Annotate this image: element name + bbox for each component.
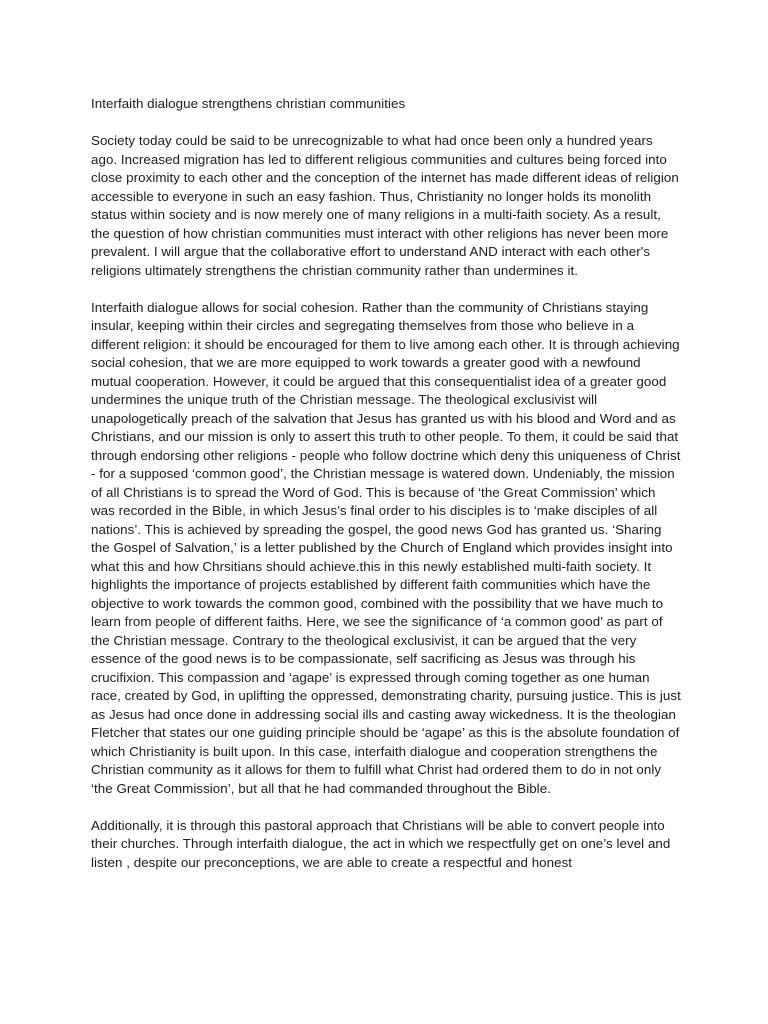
paragraph-intro: Society today could be said to be unrecognizable to what had once been only a hundred years ago. Increased migration has led to different religious communities and cultures being forced into close proximity to each other and the conception of the internet has made different ideas of religion accessible to everyone in such an easy fashion. Thus, Christianity no longer holds its monolith status within society and is now merely one of many religions in a multi-faith society. As a result, the question of how christian communities must interact with other religions has never been more prevalent. I will argue that the collaborative effort to understand AND interact with each other's religions ultimately strengthens the christian community rather than undermines it. (91, 133, 679, 278)
document-page (91, 95, 681, 891)
paragraph-social-cohesion: Interfaith dialogue allows for social cohesion. Rather than the community of Christians staying insular, keeping within their circles and segregating themselves from those who believe in a different religion: it should be encouraged for them to live among each other. It is through achieving social cohesion, that we are more equipped to work towards a greater good with a newfound mutual cooperation. However, it could be argued that this consequentialist idea of a greater good undermines the unique truth of the Christian message. The theological exclusivist will unapologetically preach of the salvation that Jesus has granted us with his blood and Word and as Christians, and our mission is only to assert this truth to other people. To them, it could be said that through endorsing other religions - people who follow doctrine which deny this uniqueness of Christ - for a supposed ‘common good’, the Christian message is watered down. Undeniably, the mission of all Christians is to spread the Word of God. This is because of ‘the Great Commission’ which was recorded in the Bible, in which Jesus’s final order to his disciples is to ‘make disciples of all nations’. This is achieved by spreading the gospel, the good news God has granted us. ‘Sharing the Gospel of Salvation,’ is a letter published by the Church of England which provides insight into what this and how Chrsitians should achieve.this in this newly established multi-faith society. It highlights the importance of projects established by different faith communities which have the objective to work towards the common good, combined with the possibility that we have much to learn from people of different faiths. Here, we see the significance of ‘a common good’ as part of the Christian message. Contrary to the theological exclusivist, it can be argued that the very essence of the good news is to be compassionate, self sacrificing as Jesus was through his crucifixion. This compassion and ‘agape’ is expressed through coming together as one human race, created by God, in uplifting the oppressed, demonstrating charity, pursuing justice. This is just as Jesus had once done in addressing social ills and casting away wickedness. It is the theologian Fletcher that states our one guiding principle should be ‘agape’ as this is the absolute foundation of which Christianity is built upon. In this case, interfaith dialogue and cooperation strengthens the Christian community as it allows for them to fulfill what Christ had ordered them to do in not only ‘the Great Commission’, but all that he had commanded throughout the Bible. (91, 299, 681, 796)
document-title: Interfaith dialogue strengthens christian communities (91, 96, 406, 111)
paragraph-pastoral-approach: Additionally, it is through this pastoral approach that Christians will be able to convert people into their churches. Through interfaith dialogue, the act in which we respectfully get on one’s level and listen , despite our preconceptions, we are able to create a respectful and honest (91, 817, 671, 870)
